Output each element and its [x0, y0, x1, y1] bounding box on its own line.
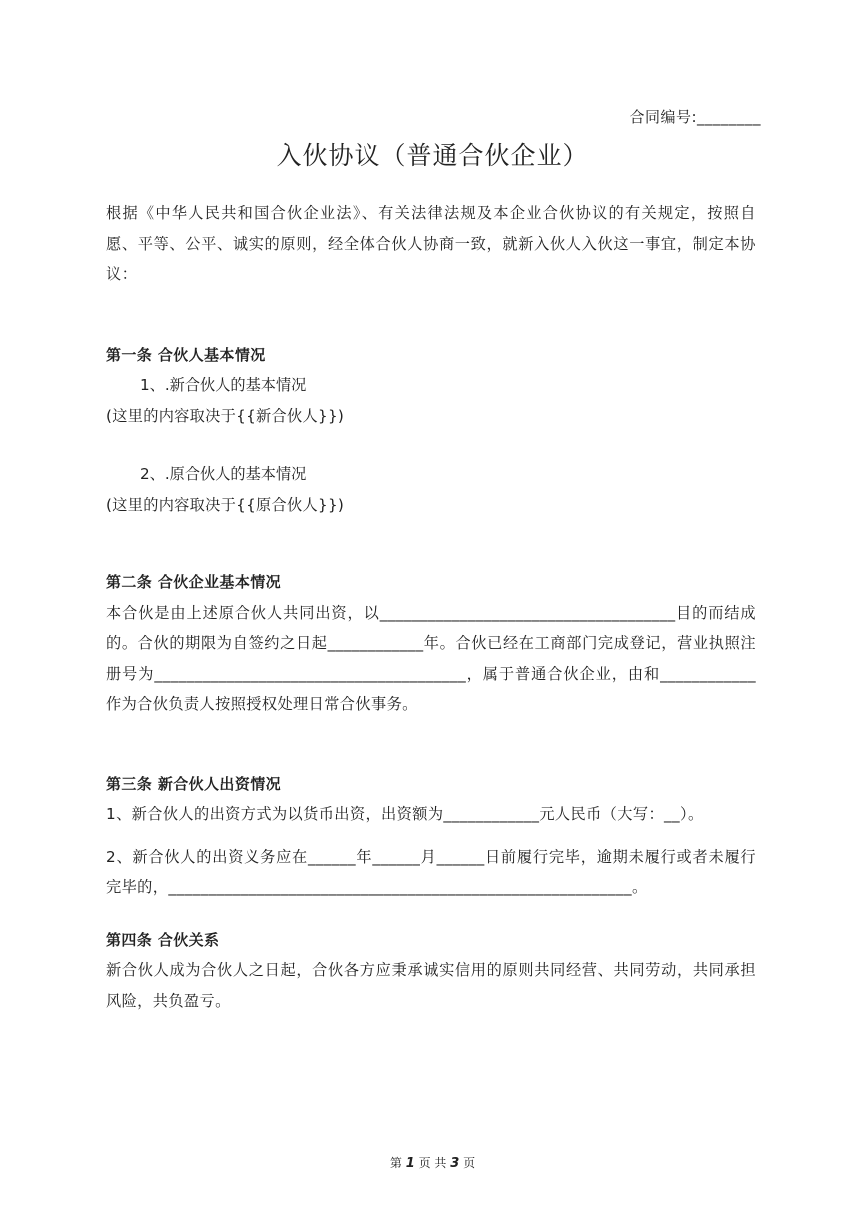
article-1-note-1: (这里的内容取决于{{新合伙人}}): [106, 406, 345, 425]
article-2-body: 本合伙是由上述原合伙人共同出资，以_____________________________________目的而结成的。合伙的期限为自签约之日起____________年。合伙已经在工商部门完成登记，营业执照注册号为_______________________________________，属于普通合伙企业，由和____________作为合伙负责人按照授权处理日常合伙事务。: [106, 603, 756, 713]
document-title: 入伙协议（普通合伙企业）: [276, 141, 589, 170]
page-footer: [0, 1154, 865, 1171]
article-3-heading: 第三条 新合伙人出资情况: [106, 774, 282, 793]
document-body: [106, 198, 756, 1016]
current-page-number: 1: [405, 1156, 415, 1171]
footer-middle: 页 共: [418, 1156, 447, 1170]
article-3-item-2: 2、新合伙人的出资义务应在______年______月______日前履行完毕，逾期未履行或者未履行完毕的，__________________________________________________________。: [106, 847, 756, 896]
article-2-heading: 第二条 合伙企业基本情况: [106, 573, 282, 591]
total-page-number: 3: [450, 1156, 460, 1171]
article-4-heading: 第四条 合伙关系: [106, 930, 220, 949]
article-1-item-2: 2、.原合伙人的基本情况: [140, 465, 307, 483]
article-1-heading: 第一条 合伙人基本情况: [106, 345, 266, 364]
article-3-item-1: 1、新合伙人的出资方式为以货币出资，出资额为____________元人民币（大写：__）。: [106, 805, 704, 823]
footer-suffix: 页: [463, 1156, 476, 1170]
article-4-body: 新合伙人成为合伙人之日起，合伙各方应秉承诚实信用的原则共同经营、共同劳动，共同承担风险，共负盈亏。: [106, 961, 756, 1010]
article-1-note-2: (这里的内容取决于{{原合伙人}}): [106, 495, 345, 514]
intro-paragraph: 根据《中华人民共和国合伙企业法》、有关法律法规及本企业合伙协议的有关规定，按照自愿、平等、公平、诚实的原则，经全体合伙人协商一致，就新入伙人入伙这一事宜，制定本协议：: [106, 204, 756, 283]
contract-number: 合同编号:________: [629, 108, 761, 126]
footer-prefix: 第: [389, 1156, 402, 1170]
article-1-item-1: 1、.新合伙人的基本情况: [140, 376, 307, 394]
